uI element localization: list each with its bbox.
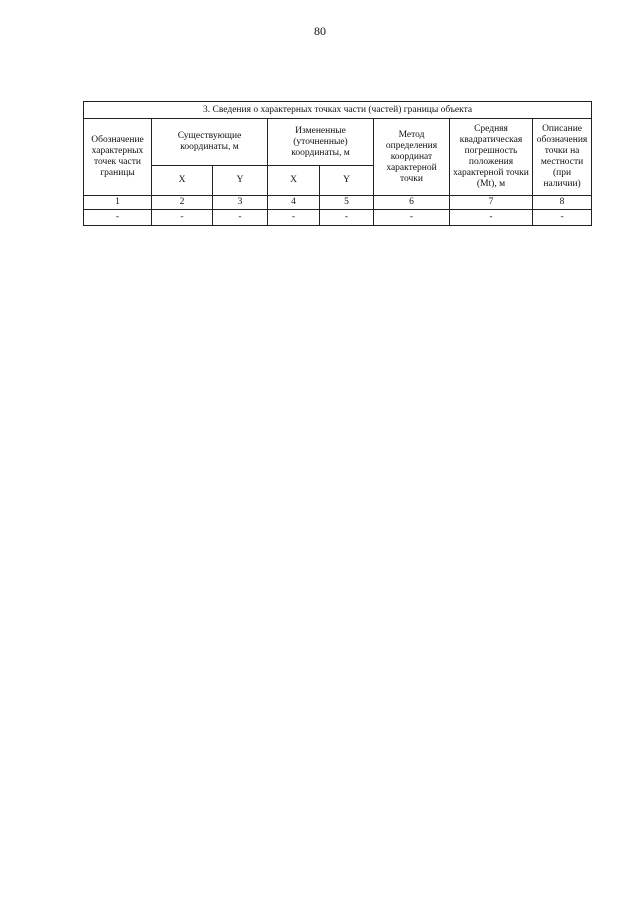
table-cell: - (268, 210, 320, 226)
header-designation: Обозначение характерных точек части границы (84, 119, 152, 196)
table-cell: - (374, 210, 450, 226)
boundary-points-table (83, 101, 592, 226)
table-cell: - (213, 210, 268, 226)
column-number: 2 (152, 196, 213, 210)
header-description: Описание обозначения точки на местности (при наличии) (533, 119, 592, 196)
column-number: 6 (374, 196, 450, 210)
column-number: 1 (84, 196, 152, 210)
header-method: Метод определения координат характерной точки (374, 119, 450, 196)
column-number: 5 (320, 196, 374, 210)
header-refined-y: Y (320, 166, 374, 196)
column-number: 7 (450, 196, 533, 210)
header-existing-coordinates: Существующие координаты, м (152, 119, 268, 166)
header-existing-x: X (152, 166, 213, 196)
table-cell: - (84, 210, 152, 226)
header-error: Средняя квадратическая погрешность положения характерной точки (Mt), м (450, 119, 533, 196)
table-title: 3. Сведения о характерных точках части (частей) границы объекта (84, 102, 592, 119)
header-refined-x: X (268, 166, 320, 196)
header-refined-coordinates: Измененные (уточненные) координаты, м (268, 119, 374, 166)
page-number: 80 (314, 24, 326, 38)
table-row (84, 210, 592, 226)
header-existing-y: Y (213, 166, 268, 196)
table-cell: - (533, 210, 592, 226)
column-number: 3 (213, 196, 268, 210)
table-cell: - (320, 210, 374, 226)
table-cell: - (450, 210, 533, 226)
column-number: 8 (533, 196, 592, 210)
table-cell: - (152, 210, 213, 226)
column-numbers-row (84, 196, 592, 210)
column-number: 4 (268, 196, 320, 210)
